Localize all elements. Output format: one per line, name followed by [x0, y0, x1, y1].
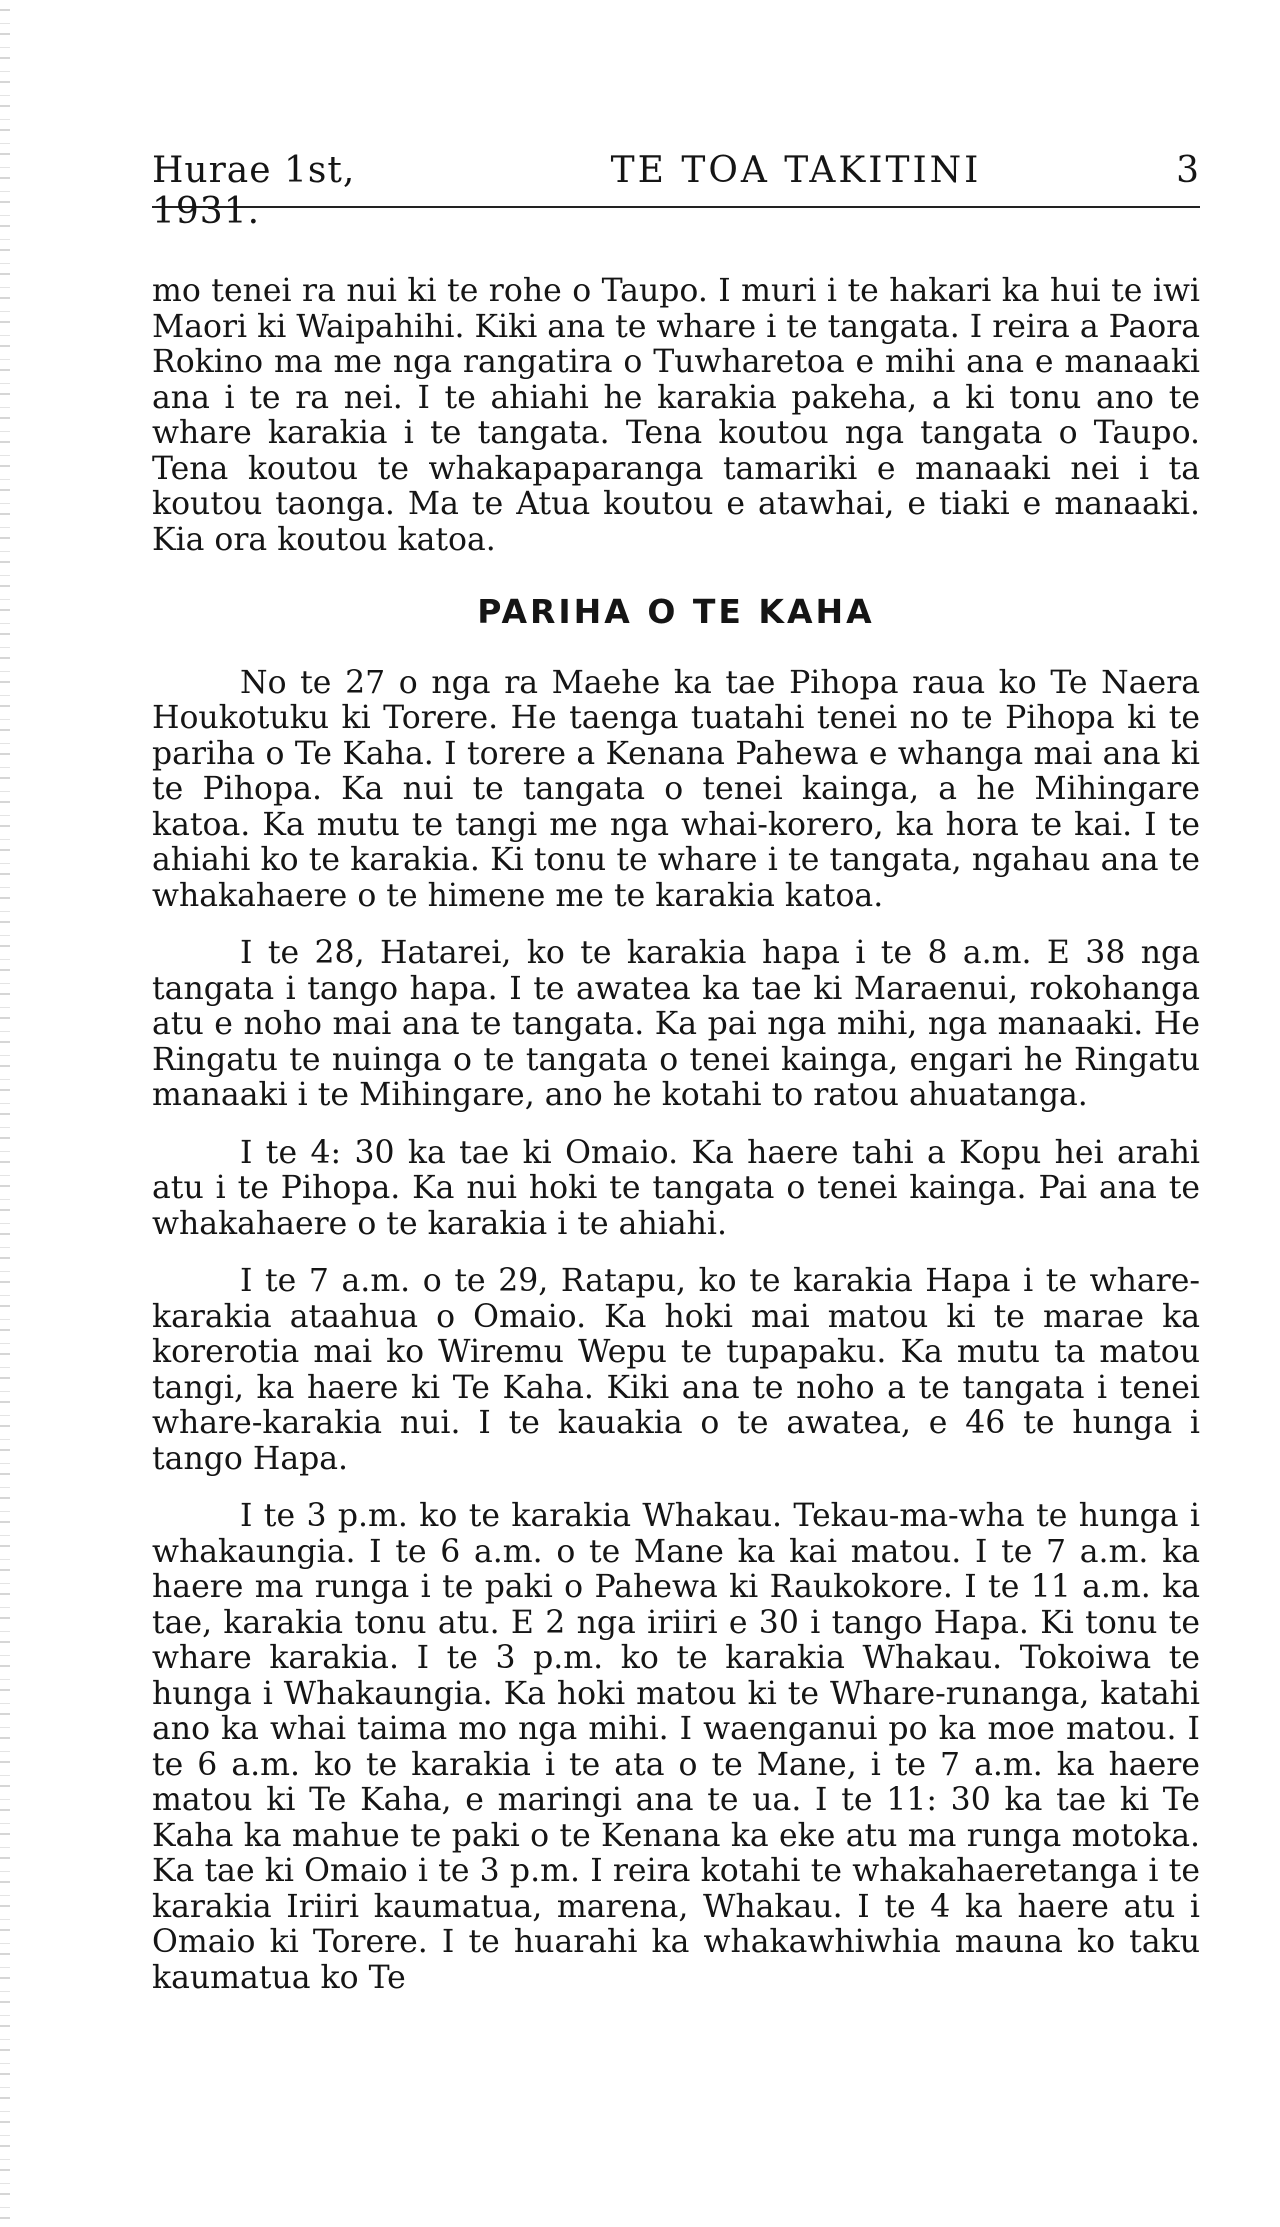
paragraph: I te 3 p.m. ko te karakia Whakau. Tekau-ma-wha te hunga i whakaungia. I te 6 a.m. o te Mane ka kai matou. I te 7 a.m. ka haere ma runga i te paki o Pahewa ki Raukokore. I te 11 a.m. ka tae, karakia tonu atu. E 2 nga iriiri e 30 i tango Hapa. Ki tonu te whare karakia. I te 3 p.m. ko te karakia Whakau. Tokoiwa te hunga i Whakaungia. Ka hoki matou ki te Whare-runanga, katahi ano ka whai taima mo nga mihi. I waenganui po ka moe matou. I te 6 a.m. ko te karakia i te ata o te Mane, i te 7 a.m. ka haere matou ki Te Kaha, e maringi ana te ua. I te 11: 30 ka tae ki Te Kaha ka mahue te paki o te Kenana ka eke atu ma runga motoka. Ka tae ki Omaio i te 3 p.m. I reira kotahi te whakahaeretanga i te karakia Iriiri kaumatua, marena, Whakau. I te 4 ka haere atu i Omaio ki Torere. I te huarahi ka whakawhiwhia mauna ko taku kaumatua ko Te	[152, 1498, 1200, 1996]
article-body	[152, 274, 1200, 1996]
publication-title: TE TOA TAKITINI	[610, 150, 982, 191]
paragraph: I te 4: 30 ka tae ki Omaio. Ka haere tahi a Kopu hei arahi atu i te Pihopa. Ka nui hoki te tangata o tenei kainga. Pai ana te whakahaere o te karakia i te ahiahi.	[152, 1134, 1200, 1242]
section-heading: PARIHA O TE KAHA	[477, 592, 875, 631]
intro-paragraph: mo tenei ra nui ki te rohe o Taupo. I muri i te hakari ka hui te iwi Maori ki Waipahihi. Kiki ana te whare i te tangata. I reira a Paora Rokino ma me nga rangatira o Tuwharetoa e mihi ana e manaaki ana i te ra nei. I te ahiahi he karakia pakeha, a ki tonu ano te whare karakia i te tangata. Tena koutou nga tangata o Taupo. Tena koutou te whakapaparanga tamariki e manaaki nei i ta koutou taonga. Ma te Atua koutou e atawhai, e tiaki e manaaki. Kia ora koutou katoa.	[152, 273, 1200, 558]
newspaper-page	[152, 150, 1200, 2018]
paragraph: I te 7 a.m. o te 29, Ratapu, ko te karakia Hapa i te whare-karakia ataahua o Omaio. Ka hoki mai matou ki te marae ka korerotia mai ko Wiremu Wepu te tupapaku. Ka mutu ta matou tangi, ka haere ki Te Kaha. Kiki ana te noho a te tangata i tenei whare-karakia nui. I te kauakia o te awatea, e 46 te hunga i tango Hapa.	[152, 1263, 1200, 1477]
running-header	[152, 150, 1200, 232]
scan-margin-edge	[0, 0, 10, 2227]
paragraph: No te 27 o nga ra Maehe ka tae Pihopa raua ko Te Naera Houkotuku ki Torere. He taenga tuatahi tenei no te Pihopa ki te pariha o Te Kaha. I torere a Kenana Pahewa e whanga mai ana ki te Pihopa. Ka nui te tangata o tenei kainga, a he Mihingare katoa. Ka mutu te tangi me nga whai-korero, ka hora te kai. I te ahiahi ko te karakia. Ki tonu te whare i te tangata, ngahau ana te whakahaere o te himene me te karakia katoa.	[152, 664, 1200, 914]
paragraph: I te 28, Hatarei, ko te karakia hapa i te 8 a.m. E 38 nga tangata i tango hapa. I te awatea ka tae ki Maraenui, rokohanga atu e noho mai ana te tangata. Ka pai nga mihi, nga manaaki. He Ringatu te nuinga o te tangata o tenei kainga, engari he Ringatu manaaki i te Mihingare, ano he kotahi to ratou ahuatanga.	[152, 935, 1200, 1113]
header-date: Hurae 1st, 1931.	[152, 150, 356, 232]
page-number: 3	[1176, 150, 1200, 191]
